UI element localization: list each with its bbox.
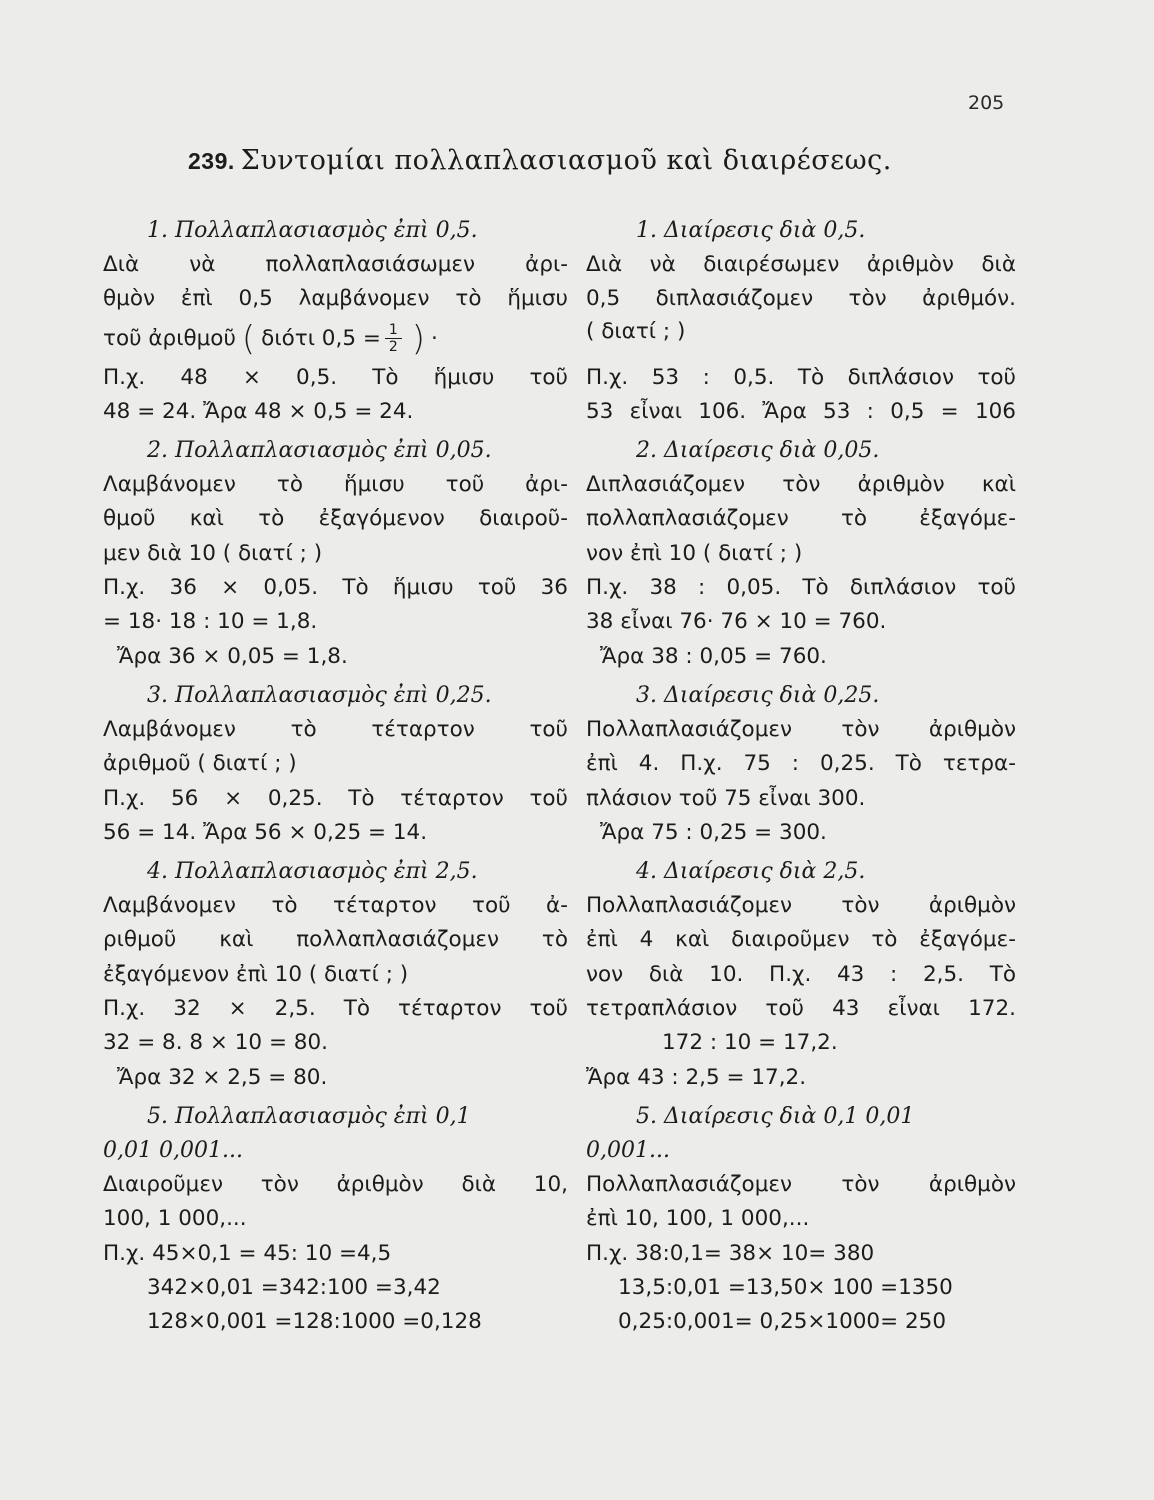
- text-line: Π.χ. 48 × 0,5. Τὸ ἥμισυ τοῦ: [103, 364, 568, 390]
- text-line: Ἄρα 38 : 0,05 = 760.: [600, 643, 827, 669]
- left-rule-4: [103, 855, 568, 1095]
- text-fragment: ·: [431, 326, 438, 352]
- text-line: Διπλασιάζομεν τὸν ἀριθμὸν καὶ: [586, 472, 1016, 498]
- calc-line: 128×0,001 =128:1000 =0,128: [147, 1309, 482, 1335]
- text-line: 0,5 διπλασιάζομεν τὸν ἀριθμόν.: [586, 286, 1016, 312]
- text-line: πολλαπλασιάζομεν τὸ ἐξαγόμε-: [586, 506, 1016, 532]
- left-rule-5-heading: 5. Πολλαπλασιασμὸς ἐπὶ 0,1: [147, 1103, 471, 1129]
- text-line: νον ἐπὶ 10 ( διατί ; ): [586, 540, 803, 566]
- right-column: [586, 214, 1016, 1339]
- text-line: νον διὰ 10. Π.χ. 43 : 2,5. Τὸ: [586, 961, 1016, 987]
- left-rule-3: [103, 679, 568, 850]
- text-line: ἐπὶ 4. Π.χ. 75 : 0,25. Τὸ τετρα-: [586, 751, 1016, 777]
- text-line: Ἄρα 43 : 2,5 = 17,2.: [586, 1064, 807, 1090]
- text-line: ( διατί ; ): [586, 318, 686, 344]
- text-line: Πολλαπλασιάζομεν τὸν ἀριθμὸν: [586, 716, 1016, 742]
- left-rule-1-heading: 1. Πολλαπλασιασμὸς ἐπὶ 0,5.: [147, 218, 478, 243]
- text-line: 172 : 10 = 17,2.: [662, 1030, 838, 1056]
- section-title: [188, 145, 892, 176]
- right-rule-4: [586, 855, 1016, 1095]
- page-number: 205: [968, 92, 1005, 114]
- right-rule-2: [586, 434, 1016, 674]
- left-rule-5-heading-cont: 0,01 0,001...: [103, 1137, 243, 1163]
- left-rule-3-heading: 3. Πολλαπλασιασμὸς ἐπὶ 0,25.: [147, 682, 492, 708]
- open-paren: (: [241, 318, 256, 359]
- left-rule-2: [103, 434, 568, 674]
- text-line: Πολλαπλασιάζομεν τὸν ἀριθμὸν: [586, 893, 1016, 919]
- text-line: ἀριθμοῦ ( διατί ; ): [103, 751, 297, 777]
- text-line: ἐξαγόμενον ἐπὶ 10 ( διατί ; ): [103, 961, 409, 987]
- text-line: θμοῦ καὶ τὸ ἐξαγόμενον διαιροῦ-: [103, 506, 568, 532]
- right-rule-4-heading: 4. Διαίρεσις διὰ 2,5.: [636, 859, 866, 885]
- right-rule-3-heading: 3. Διαίρεσις διὰ 0,25.: [636, 682, 880, 708]
- text-line: πλάσιον τοῦ 75 εἶναι 300.: [586, 785, 866, 811]
- left-rule-5: [103, 1100, 568, 1339]
- fraction-numerator: 1: [385, 322, 402, 339]
- text-line: θμὸν ἐπὶ 0,5 λαμβάνομεν τὸ ἥμισυ: [103, 286, 568, 312]
- text-line: Ἄρα 36 × 0,05 = 1,8.: [117, 643, 348, 669]
- calc-line: Π.χ. 45×0,1 = 45: 10 =4,5: [103, 1240, 392, 1266]
- text-line: Λαμβάνομεν τὸ ἥμισυ τοῦ ἀρι-: [103, 472, 568, 498]
- text-line: = 18· 18 : 10 = 1,8.: [103, 609, 318, 635]
- text-line: ριθμοῦ καὶ πολλαπλασιάζομεν τὸ: [103, 927, 568, 953]
- text-line: μεν διὰ 10 ( διατί ; ): [103, 540, 323, 566]
- text-fragment: διότι 0,5 =: [261, 326, 381, 352]
- text-line: τετραπλάσιον τοῦ 43 εἶναι 172.: [586, 996, 1016, 1022]
- text-line: Λαμβάνομεν τὸ τέταρτον τοῦ ἀ-: [103, 893, 568, 919]
- text-line: Π.χ. 36 × 0,05. Τὸ ἥμισυ τοῦ 36: [103, 575, 568, 601]
- text-fragment: τοῦ ἀριθμοῦ: [103, 326, 236, 352]
- text-line: Π.χ. 38 : 0,05. Τὸ διπλάσιον τοῦ: [586, 575, 1016, 601]
- text-line: Πολλαπλασιάζομεν τὸν ἀριθμὸν: [586, 1171, 1016, 1197]
- left-rule-1: [103, 214, 568, 429]
- right-rule-5-heading-cont: 0,001...: [586, 1137, 670, 1163]
- text-line: 100, 1 000,...: [103, 1206, 247, 1232]
- section-number: 239.: [188, 148, 235, 174]
- right-rule-3: [586, 679, 1016, 850]
- left-rule-2-heading: 2. Πολλαπλασιασμὸς ἐπὶ 0,05.: [147, 438, 492, 464]
- calc-line: 0,25:0,001= 0,25×1000= 250: [618, 1309, 947, 1335]
- left-column: [103, 214, 568, 1339]
- calc-line: 342×0,01 =342:100 =3,42: [147, 1274, 441, 1300]
- text-line: Ἄρα 32 × 2,5 = 80.: [117, 1064, 328, 1090]
- text-line: Π.χ. 56 × 0,25. Τὸ τέταρτον τοῦ: [103, 785, 568, 811]
- fraction-denominator: 2: [388, 339, 398, 356]
- text-line: Διὰ νὰ πολλαπλασιάσωμεν ἀρι-: [103, 252, 568, 277]
- right-rule-1: [586, 214, 1016, 429]
- right-rule-5-heading: 5. Διαίρεσις διὰ 0,1 0,01: [636, 1103, 915, 1129]
- text-line: ἐπὶ 10, 100, 1 000,...: [586, 1206, 810, 1232]
- calc-line: 13,5:0,01 =13,50× 100 =1350: [618, 1274, 953, 1300]
- text-line: 38 εἶναι 76· 76 × 10 = 760.: [586, 609, 887, 635]
- text-line: 48 = 24. Ἄρα 48 × 0,5 = 24.: [103, 398, 414, 424]
- text-line: 32 = 8. 8 × 10 = 80.: [103, 1030, 328, 1056]
- text-line: Λαμβάνομεν τὸ τέταρτον τοῦ: [103, 716, 568, 742]
- fraction-line: [103, 317, 568, 361]
- text-line: 56 = 14. Ἄρα 56 × 0,25 = 14.: [103, 819, 428, 845]
- right-rule-2-heading: 2. Διαίρεσις διὰ 0,05.: [636, 438, 880, 464]
- left-rule-4-heading: 4. Πολλαπλασιασμὸς ἐπὶ 2,5.: [147, 859, 478, 885]
- text-line: Διὰ νὰ διαιρέσωμεν ἀριθμὸν διὰ: [586, 252, 1016, 277]
- close-paren: ): [411, 318, 426, 359]
- text-line: Ἄρα 75 : 0,25 = 300.: [600, 819, 827, 845]
- text-line: 53 εἶναι 106. Ἄρα 53 : 0,5 = 106: [586, 398, 1016, 424]
- fraction-one-half: [385, 322, 402, 355]
- right-rule-5: [586, 1100, 1016, 1339]
- text-line: ἐπὶ 4 καὶ διαιροῦμεν τὸ ἐξαγόμε-: [586, 927, 1016, 953]
- right-rule-1-heading: 1. Διαίρεσις διὰ 0,5.: [636, 218, 866, 243]
- calc-line: Π.χ. 38:0,1= 38× 10= 380: [586, 1240, 875, 1266]
- section-title-text: Συντομίαι πολλαπλασιασμοῦ καὶ διαιρέσεως.: [240, 145, 892, 176]
- text-line: Διαιροῦμεν τὸν ἀριθμὸν διὰ 10,: [103, 1171, 568, 1197]
- text-line: Π.χ. 32 × 2,5. Τὸ τέταρτον τοῦ: [103, 996, 568, 1022]
- text-line: Π.χ. 53 : 0,5. Τὸ διπλάσιον τοῦ: [586, 364, 1016, 390]
